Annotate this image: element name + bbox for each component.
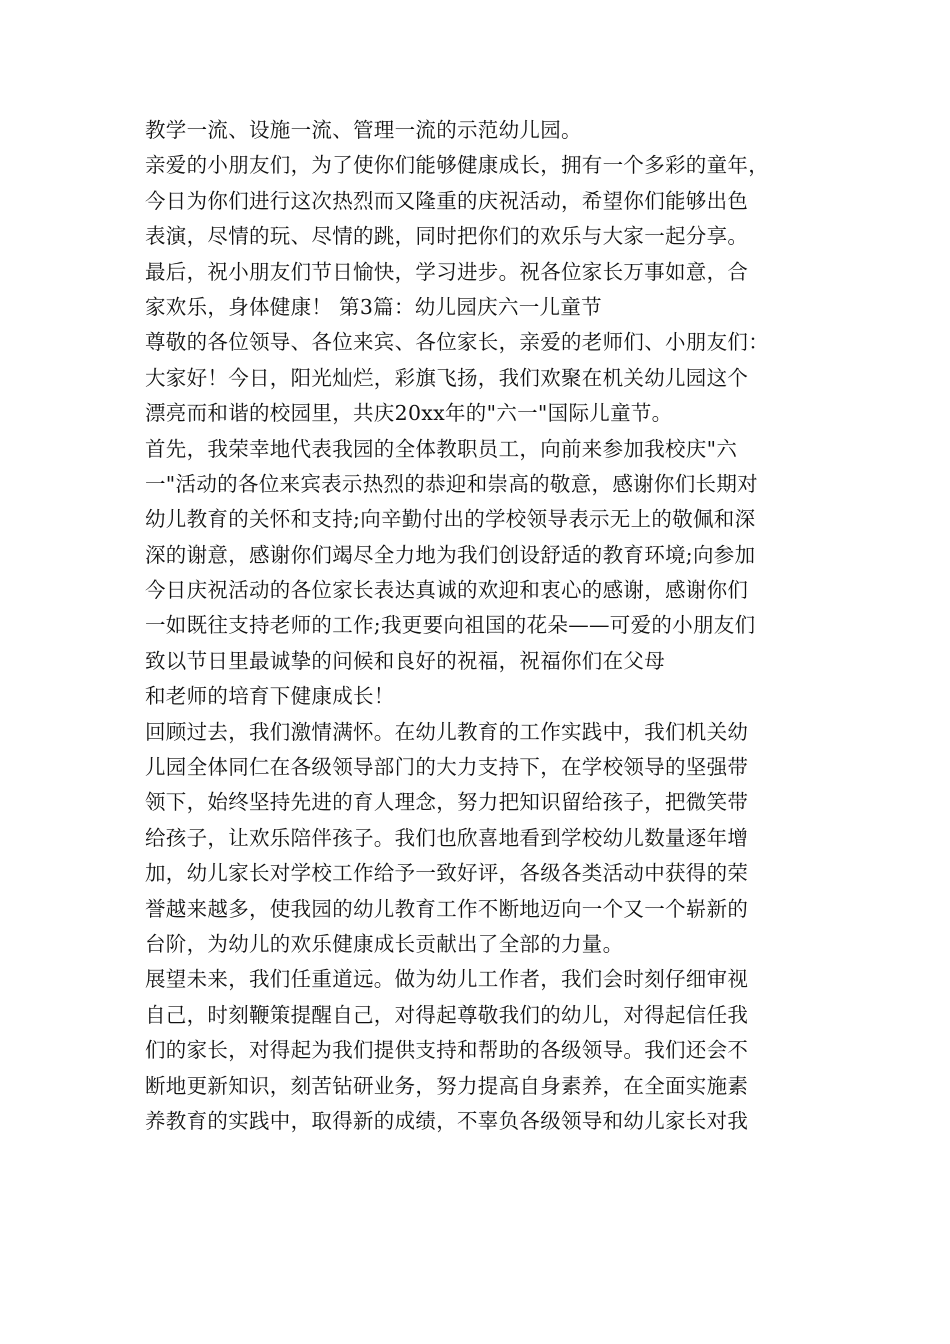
text-line: 和老师的培育下健康成长！: [145, 684, 395, 709]
text-line: 今日为你们进行这次热烈而又隆重的庆祝活动，希望你们能够出色: [145, 188, 749, 213]
text-line: 自己，时刻鞭策提醒自己，对得起尊敬我们的幼儿，对得起信任我: [145, 1002, 749, 1027]
text-line: 亲爱的小朋友们，为了使你们能够健康成长，拥有一个多彩的童年，: [145, 153, 769, 178]
text-line: 断地更新知识，刻苦钻研业务，努力提高自身素养，在全面实施素: [145, 1073, 749, 1098]
text-line: 教学一流、设施一流、管理一流的示范幼儿园。: [145, 118, 582, 142]
text-line: 儿园全体同仁在各级领导部门的大力支持下，在学校领导的坚强带: [145, 755, 749, 780]
text-line: 们的家长，对得起为我们提供支持和帮助的各级领导。我们还会不: [145, 1038, 749, 1063]
text-line: 尊敬的各位领导、各位来宾、各位家长，亲爱的老师们、小朋友们：: [145, 330, 769, 355]
text-line: 家欢乐，身体健康！ 第3篇：幼儿园庆六一儿童节: [145, 294, 602, 319]
text-line: 誉越来越多，使我园的幼儿教育工作不断地迈向一个又一个崭新的: [145, 896, 749, 921]
text-line: 展望未来，我们任重道远。做为幼儿工作者，我们会时刻仔细审视: [145, 967, 749, 992]
text-line: 深的谢意，感谢你们竭尽全力地为我们创设舒适的教育环境;向参加: [145, 542, 756, 567]
text-line: 首先，我荣幸地代表我园的全体教职员工，向前来参加我校庆"六: [145, 436, 738, 461]
text-line: 给孩子，让欢乐陪伴孩子。我们也欣喜地看到学校幼儿数量逐年增: [145, 825, 749, 850]
text-line: 致以节日里最诚挚的问候和良好的祝福，祝福你们在父母: [145, 648, 665, 673]
text-line: 漂亮而和谐的校园里，共庆20xx年的"六一"国际儿童节。: [145, 401, 673, 426]
text-line: 回顾过去，我们激情满怀。在幼儿教育的工作实践中，我们机关幼: [145, 719, 749, 744]
text-line: 幼儿教育的关怀和支持;向辛勤付出的学校领导表示无上的敬佩和深: [145, 507, 756, 532]
text-line: 今日庆祝活动的各位家长表达真诚的欢迎和衷心的感谢，感谢你们: [145, 578, 749, 603]
text-line: 养教育的实践中，取得新的成绩，不辜负各级领导和幼儿家长对我: [145, 1108, 749, 1133]
text-line: 一如既往支持老师的工作;我更要向祖国的花朵——可爱的小朋友们: [145, 613, 756, 638]
text-line: 大家好！今日，阳光灿烂，彩旗飞扬，我们欢聚在机关幼儿园这个: [145, 365, 749, 390]
text-line: 领下，始终坚持先进的育人理念，努力把知识留给孩子，把微笑带: [145, 790, 749, 815]
text-line: 表演，尽情的玩、尽情的跳，同时把你们的欢乐与大家一起分享。: [145, 224, 749, 249]
text-line: 一"活动的各位来宾表示热烈的恭迎和崇高的敬意，感谢你们长期对: [145, 471, 758, 496]
text-line: 最后，祝小朋友们节日愉快，学习进步。祝各位家长万事如意，合: [145, 259, 749, 284]
document-body: [145, 113, 825, 1139]
text-line: 加，幼儿家长对学校工作给予一致好评，各级各类活动中获得的荣: [145, 861, 749, 886]
text-line: 台阶，为幼儿的欢乐健康成长贡献出了全部的力量。: [145, 931, 624, 956]
